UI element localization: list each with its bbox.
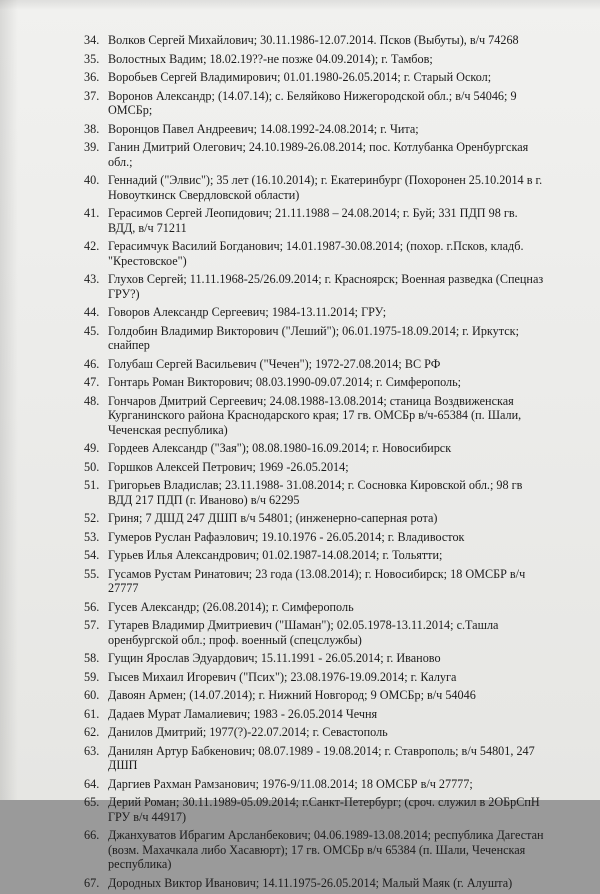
list-item-number: 51. bbox=[84, 478, 100, 492]
numbered-list bbox=[84, 33, 548, 894]
list-item bbox=[84, 140, 548, 169]
list-item-number: 43. bbox=[84, 272, 100, 286]
list-item-number: 54. bbox=[84, 548, 100, 562]
list-item bbox=[84, 743, 548, 773]
list-item bbox=[84, 173, 548, 202]
list-item-number: 66. bbox=[84, 828, 100, 842]
list-item bbox=[84, 618, 548, 647]
list-item bbox=[84, 566, 548, 596]
list-item-text: Данилян Артур Бабкенович; 08.07.1989 - 19.08.2014; г. Ставрополь; в/ч 54801, 247 ДШП bbox=[108, 743, 535, 772]
list-item bbox=[84, 51, 548, 67]
list-item bbox=[84, 669, 548, 685]
list-item-text: Данилов Дмитрий; 1977(?)-22.07.2014; г. Севастополь bbox=[108, 725, 388, 739]
list-item bbox=[84, 393, 548, 438]
list-item bbox=[84, 356, 548, 372]
list-item-text: Джанхуватов Ибрагим Арсланбекович; 04.06.1989-13.08.2014; республика Дагестан (возм. Махачкала либо Хасавюрт); 17 гв. ОМСБр в/ч 65384 (п. Шали, Чеченская республика) bbox=[108, 828, 544, 871]
list-item-number: 40. bbox=[84, 173, 100, 187]
list-item-text: Дадаев Мурат Ламалиевич; 1983 - 26.05.2014 Чечня bbox=[108, 706, 378, 721]
list-item-text: Говоров Александр Сергеевич; 1984-13.11.2014; ГРУ; bbox=[108, 305, 387, 319]
list-item-number: 67. bbox=[84, 875, 100, 890]
list-item-number: 34. bbox=[84, 33, 100, 47]
list-item-text: Гысев Михаил Игоревич ("Псих"); 23.08.1976-19.09.2014; г. Калуга bbox=[108, 669, 457, 684]
list-item-text: Гусев Александр; (26.08.2014); г. Симферополь bbox=[108, 599, 354, 614]
list-item bbox=[84, 88, 548, 118]
list-item bbox=[84, 272, 548, 301]
list-item-text: Волостных Вадим; 18.02.19??-не позже 04.09.2014); г. Тамбов; bbox=[108, 51, 433, 66]
list-item-text: Гриня; 7 ДШД 247 ДШП в/ч 54801; (инженерно-саперная рота) bbox=[108, 511, 438, 525]
list-item-number: 41. bbox=[84, 206, 100, 220]
list-item-text: Воронцов Павел Андреевич; 14.08.1992-24.08.2014; г. Чита; bbox=[108, 121, 419, 136]
list-item bbox=[84, 33, 548, 48]
list-item-number: 36. bbox=[84, 70, 100, 84]
list-item-text: Гурьев Илья Александрович; 01.02.1987-14.08.2014; г. Тольятти; bbox=[108, 548, 443, 562]
list-item bbox=[84, 459, 548, 475]
list-item-number: 49. bbox=[84, 441, 100, 455]
list-item-text: Гумеров Руслан Рафаэлович; 19.10.1976 - 26.05.2014; г. Владивосток bbox=[108, 529, 465, 544]
list-item-number: 56. bbox=[84, 599, 100, 614]
list-item-text: Воронов Александр; (14.07.14); с. Беляйково Нижегородской обл.; в/ч 54046; 9 ОМСБр; bbox=[108, 88, 517, 117]
list-item-number: 57. bbox=[84, 618, 100, 632]
list-item bbox=[84, 441, 548, 456]
list-item-number: 52. bbox=[84, 511, 100, 525]
list-item bbox=[84, 651, 548, 666]
list-item bbox=[84, 548, 548, 563]
list-item bbox=[84, 323, 548, 353]
list-item bbox=[84, 706, 548, 722]
list-item-number: 59. bbox=[84, 669, 100, 684]
list-item-text: Гонтарь Роман Викторович; 08.03.1990-09.07.2014; г. Симферополь; bbox=[108, 375, 462, 389]
list-item-number: 60. bbox=[84, 688, 100, 702]
list-item-text: Гущин Ярослав Эдуардович; 15.11.1991 - 26.05.2014; г. Иваново bbox=[108, 651, 441, 665]
list-item-text: Глухов Сергей; 11.11.1968-25/26.09.2014; г. Красноярск; Военная разведка (Спецназ ГРУ?) bbox=[108, 272, 544, 301]
list-item-number: 50. bbox=[84, 459, 100, 474]
list-item-number: 39. bbox=[84, 140, 100, 154]
list-item-number: 45. bbox=[84, 323, 100, 338]
list-item-number: 61. bbox=[84, 706, 100, 721]
list-item bbox=[84, 70, 548, 85]
list-item-text: Григорьев Владислав; 23.11.1988- 31.08.2014; г. Сосновка Кировской обл.; 98 гв ВДД 217 ПДП (г. Иваново) в/ч 62295 bbox=[108, 478, 523, 507]
list-item-number: 48. bbox=[84, 393, 100, 408]
list-item-number: 63. bbox=[84, 743, 100, 758]
list-item-text: Дородных Виктор Иванович; 14.11.1975-26.05.2014; Малый Маяк (г. Алушта) bbox=[108, 875, 513, 890]
list-item-number: 47. bbox=[84, 375, 100, 389]
list-item-text: Голдобин Владимир Викторович ("Леший"); 06.01.1975-18.09.2014; г. Иркутск; снайпер bbox=[108, 323, 519, 352]
list-item-text: Гутарев Владимир Дмитриевич ("Шаман"); 02.05.1978-13.11.2014; с.Ташла оренбургской обл.; проф. военный (спецслужбы) bbox=[108, 618, 499, 647]
list-item-number: 42. bbox=[84, 239, 100, 253]
list-item bbox=[84, 511, 548, 526]
list-item bbox=[84, 688, 548, 703]
page-shadow-left bbox=[0, 0, 18, 800]
list-item-number: 65. bbox=[84, 795, 100, 809]
list-item bbox=[84, 529, 548, 545]
list-item-text: Гусамов Рустам Ринатович; 23 года (13.08.2014); г. Новосибирск; 18 ОМСБР в/ч 27777 bbox=[108, 566, 526, 595]
list-item bbox=[84, 875, 548, 891]
list-item-text: Гончаров Дмитрий Сергеевич; 24.08.1988-13.08.2014; станица Воздвиженская Курганинского района Краснодарского края; 17 гв. ОМСБр в/ч-65384 (п. Шали, Чеченская республика) bbox=[108, 393, 522, 437]
list-item-text: Ганин Дмитрий Олегович; 24.10.1989-26.08.2014; пос. Котлубанка Оренбургская обл.; bbox=[108, 140, 529, 169]
list-item-text: Геннадий ("Элвис"); 35 лет (16.10.2014); г. Екатеринбург (Похоронен 25.10.2014 в г. Новоуткинск Свердловской области) bbox=[108, 173, 543, 202]
list-item bbox=[84, 305, 548, 320]
page-shadow-top bbox=[0, 0, 600, 10]
list-item-number: 53. bbox=[84, 529, 100, 544]
list-item-number: 62. bbox=[84, 725, 100, 739]
list-item-number: 46. bbox=[84, 356, 100, 371]
list-item-number: 55. bbox=[84, 566, 100, 581]
list-item-text: Дерий Роман; 30.11.1989-05.09.2014; г.Санкт-Петербург; (сроч. служил в 2ОБрСпН ГРУ в/ч 44917) bbox=[108, 795, 540, 824]
list-item-text: Даргиев Рахман Рамзанович; 1976-9/11.08.2014; 18 ОМСБР в/ч 27777; bbox=[108, 776, 473, 791]
list-item bbox=[84, 776, 548, 792]
list-item bbox=[84, 375, 548, 390]
list-item-number: 58. bbox=[84, 651, 100, 665]
list-item-number: 35. bbox=[84, 51, 100, 66]
list-item bbox=[84, 121, 548, 137]
list-item-text: Волков Сергей Михайлович; 30.11.1986-12.07.2014. Псков (Выбуты), в/ч 74268 bbox=[108, 33, 519, 47]
list-item-text: Горшков Алексей Петрович; 1969 -26.05.2014; bbox=[108, 459, 349, 474]
list-item bbox=[84, 478, 548, 507]
list-item bbox=[84, 795, 548, 824]
list-item-text: Голубаш Сергей Васильевич ("Чечен"); 1972-27.08.2014; ВС РФ bbox=[108, 356, 441, 371]
list-item-number: 64. bbox=[84, 776, 100, 791]
list-item-text: Гордеев Александр ("Зая"); 08.08.1980-16.09.2014; г. Новосибирск bbox=[108, 441, 452, 455]
list-item bbox=[84, 206, 548, 235]
list-item bbox=[84, 725, 548, 740]
list-item-number: 44. bbox=[84, 305, 100, 319]
list-item-text: Герасимчук Василий Богданович; 14.01.1987-30.08.2014; (похор. г.Псков, кладб. "Крестовское") bbox=[108, 239, 524, 268]
list-item-number: 38. bbox=[84, 121, 100, 136]
list-item-text: Давоян Армен; (14.07.2014); г. Нижний Новгород; 9 ОМСБр; в/ч 54046 bbox=[108, 688, 476, 702]
list-item-number: 37. bbox=[84, 88, 100, 103]
list-item-text: Герасимов Сергей Леопидович; 21.11.1988 – 24.08.2014; г. Буй; 331 ПДП 98 гв. ВДД, в/ч 71211 bbox=[108, 206, 518, 235]
list-item bbox=[84, 828, 548, 872]
list-item-text: Воробьев Сергей Владимирович; 01.01.1980-26.05.2014; г. Старый Оскол; bbox=[108, 70, 492, 84]
list-item bbox=[84, 599, 548, 615]
list-item bbox=[84, 239, 548, 268]
